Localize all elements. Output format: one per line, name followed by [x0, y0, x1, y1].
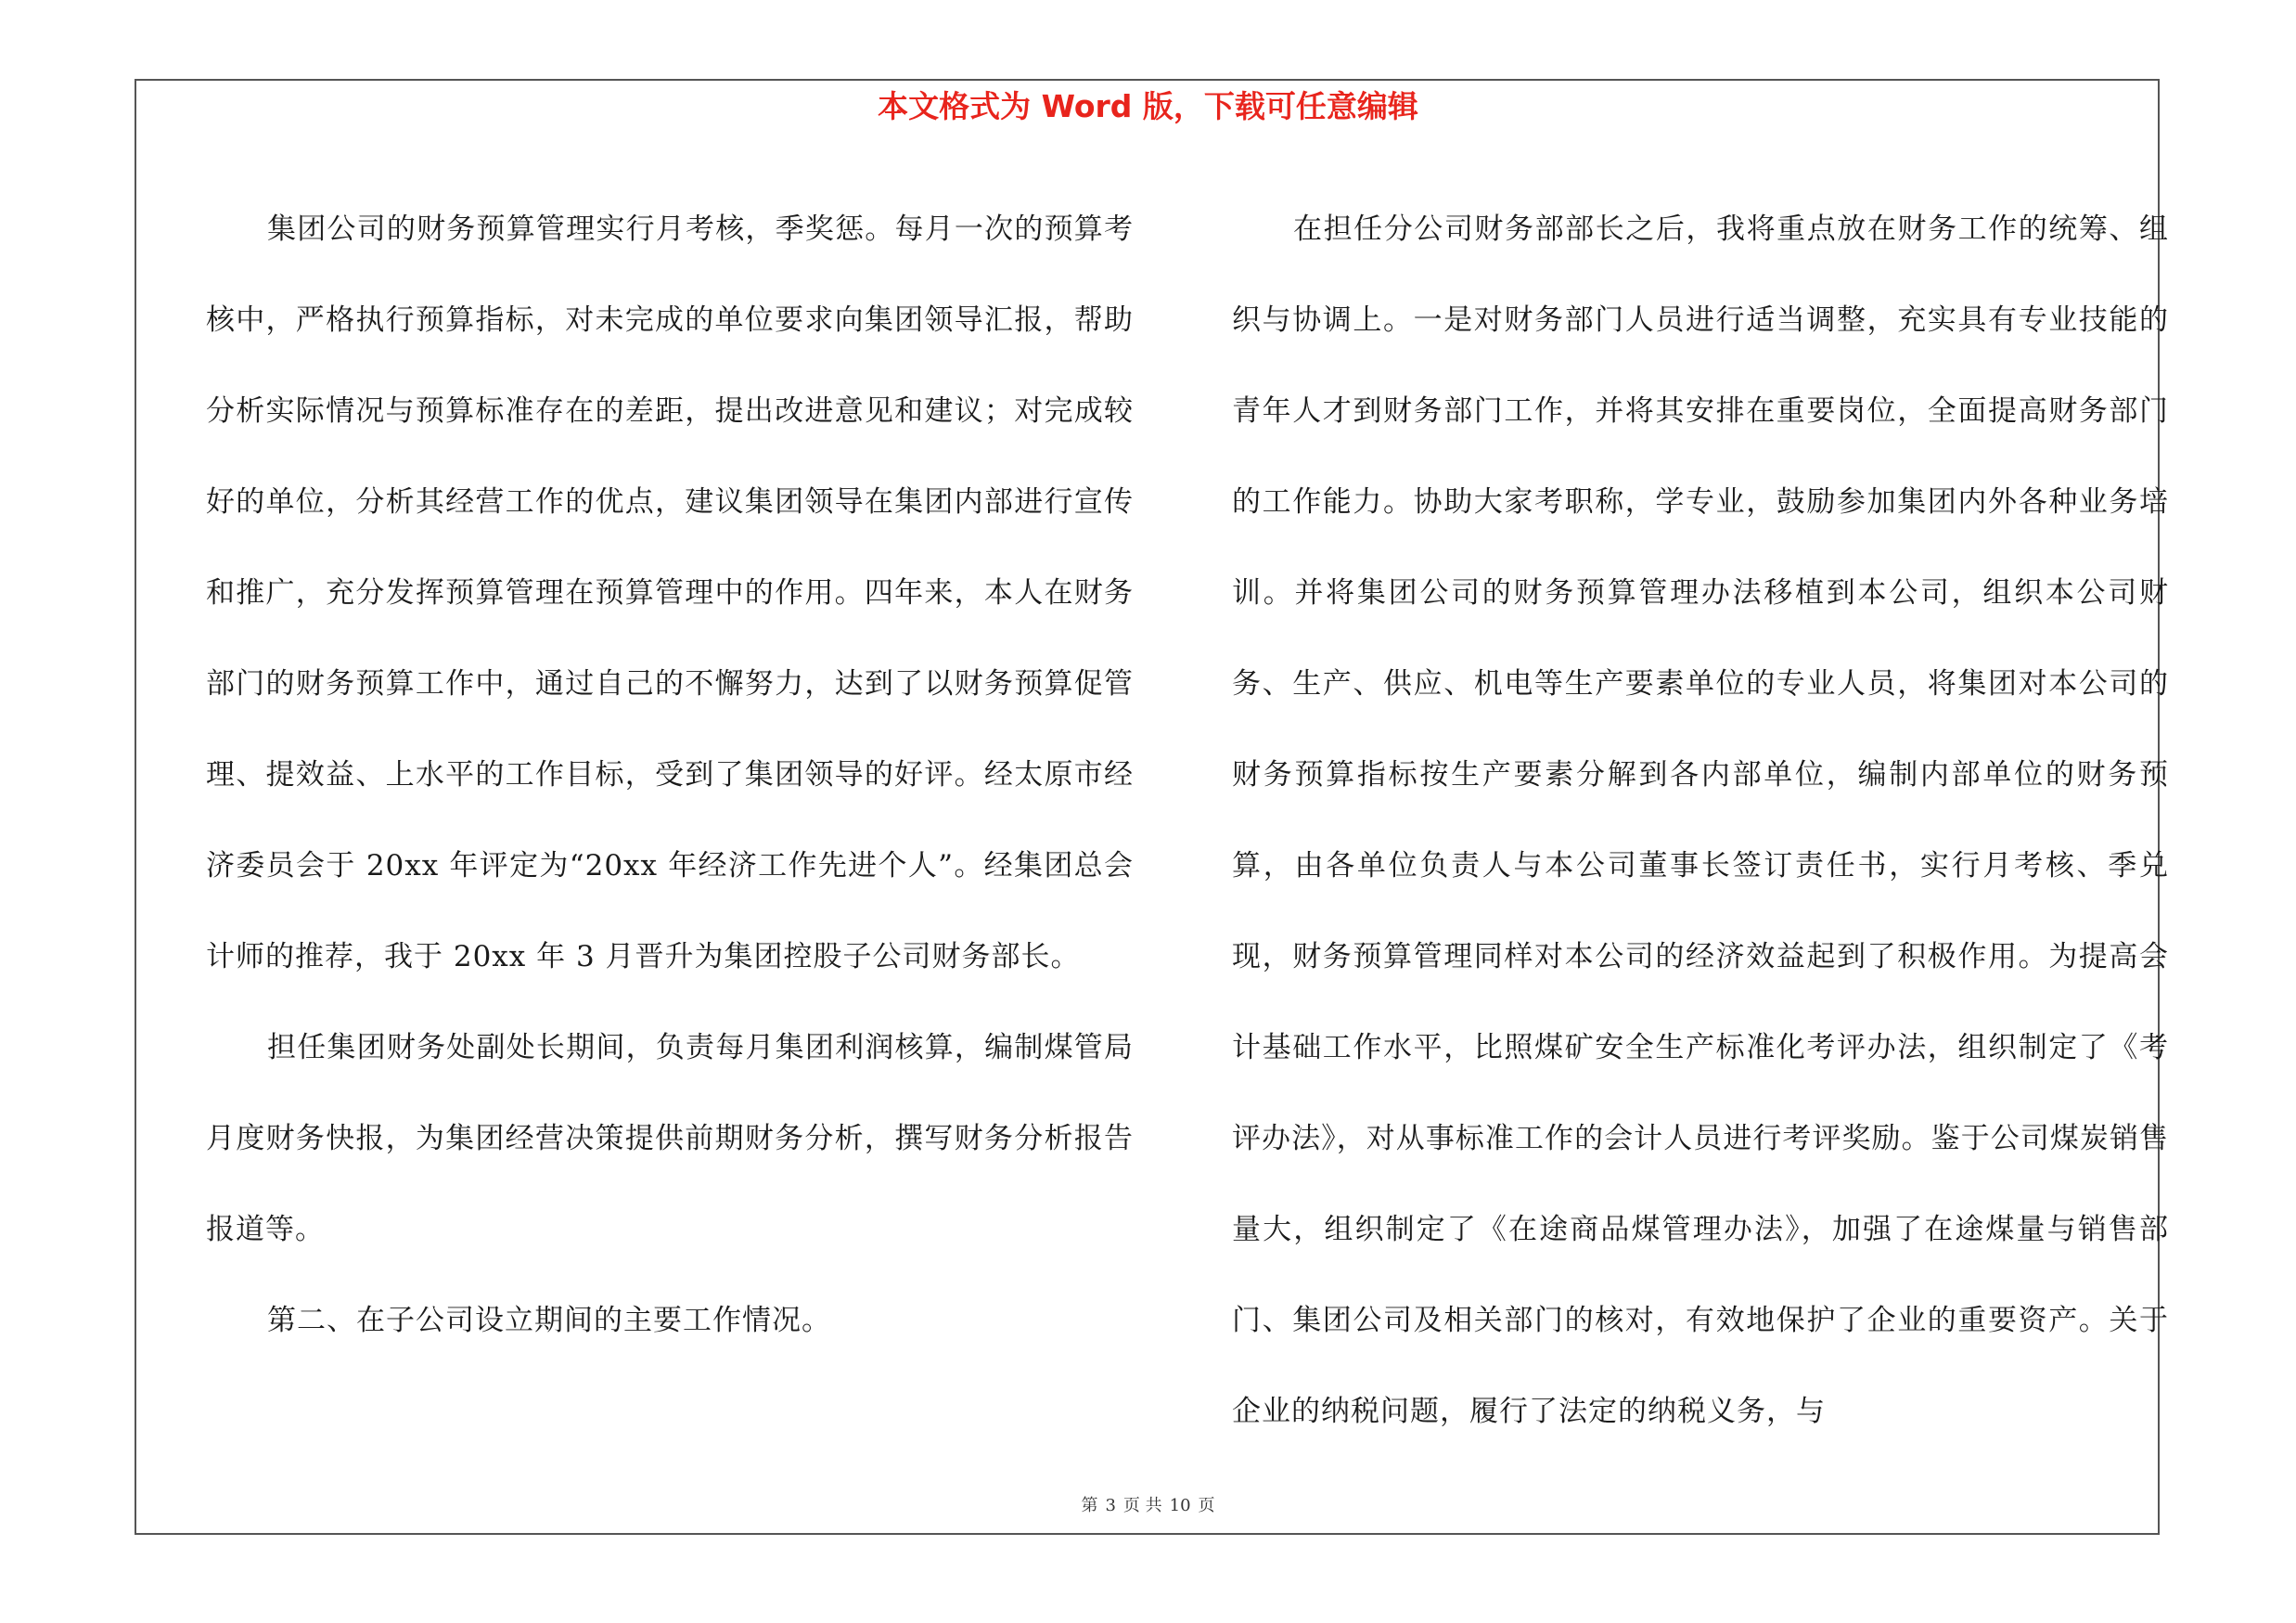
right-text-column	[1232, 184, 2169, 1457]
footer-current-page: 3	[1105, 1496, 1116, 1515]
left-text-column	[206, 184, 1134, 1366]
left-paragraph-2: 担任集团财务处副处长期间，负责每月集团利润核算，编制煤管局月度财务快报，为集团经营决策提供前期财务分析，撰写财务分析报告报道等。	[206, 1031, 1134, 1246]
page-footer	[0, 1494, 2296, 1518]
left-paragraph-3: 第二、在子公司设立期间的主要工作情况。	[267, 1304, 831, 1337]
footer-total-pages: 10	[1169, 1496, 1191, 1515]
document-header-title: 本文格式为 Word 版，下载可任意编辑	[878, 88, 1418, 124]
right-paragraph-1: 在担任分公司财务部部长之后，我将重点放在财务工作的统筹、组织与协调上。一是对财务部门人员进行适当调整，充实具有专业技能的青年人才到财务部门工作，并将其安排在重要岗位，全面提高财务部门的工作能力。协助大家考职称，学专业，鼓励参加集团内外各种业务培训。并将集团公司的财务预算管理办法移植到本公司，组织本公司财务、生产、供应、机电等生产要素单位的专业人员，将集团对本公司的财务预算指标按生产要素分解到各内部单位，编制内部单位的财务预算，由各单位负责人与本公司董事长签订责任书，实行月考核、季兑现，财务预算管理同样对本公司的经济效益起到了积极作用。为提高会计基础工作水平，比照煤矿安全生产标准化考评办法，组织制定了《考评办法》，对从事标准工作的会计人员进行考评奖励。鉴于公司煤炭销售量大，组织制定了《在途商品煤管理办法》，加强了在途煤量与销售部门、集团公司及相关部门的核对，有效地保护了企业的重要资产。关于企业的纳税问题，履行了法定的纳税义务，与	[1232, 213, 2169, 1428]
footer-page-mid: 页 共	[1122, 1496, 1162, 1515]
left-paragraph-1: 集团公司的财务预算管理实行月考核，季奖惩。每月一次的预算考核中，严格执行预算指标，对未完成的单位要求向集团领导汇报，帮助分析实际情况与预算标准存在的差距，提出改进意见和建议；对完成较好的单位，分析其经营工作的优点，建议集团领导在集团内部进行宣传和推广，充分发挥预算管理在预算管理中的作用。四年来，本人在财务部门的财务预算工作中，通过自己的不懈努力，达到了以财务预算促管理、提效益、上水平的工作目标，受到了集团领导的好评。经太原市经济委员会于 20xx 年评定为“20xx 年经济工作先进个人”。经集团总会计师的推荐，我于 20xx 年 3 月晋升为集团控股子公司财务部长。	[206, 213, 1134, 973]
footer-page-suffix: 页	[1198, 1496, 1215, 1515]
footer-page-prefix: 第	[1081, 1496, 1098, 1515]
